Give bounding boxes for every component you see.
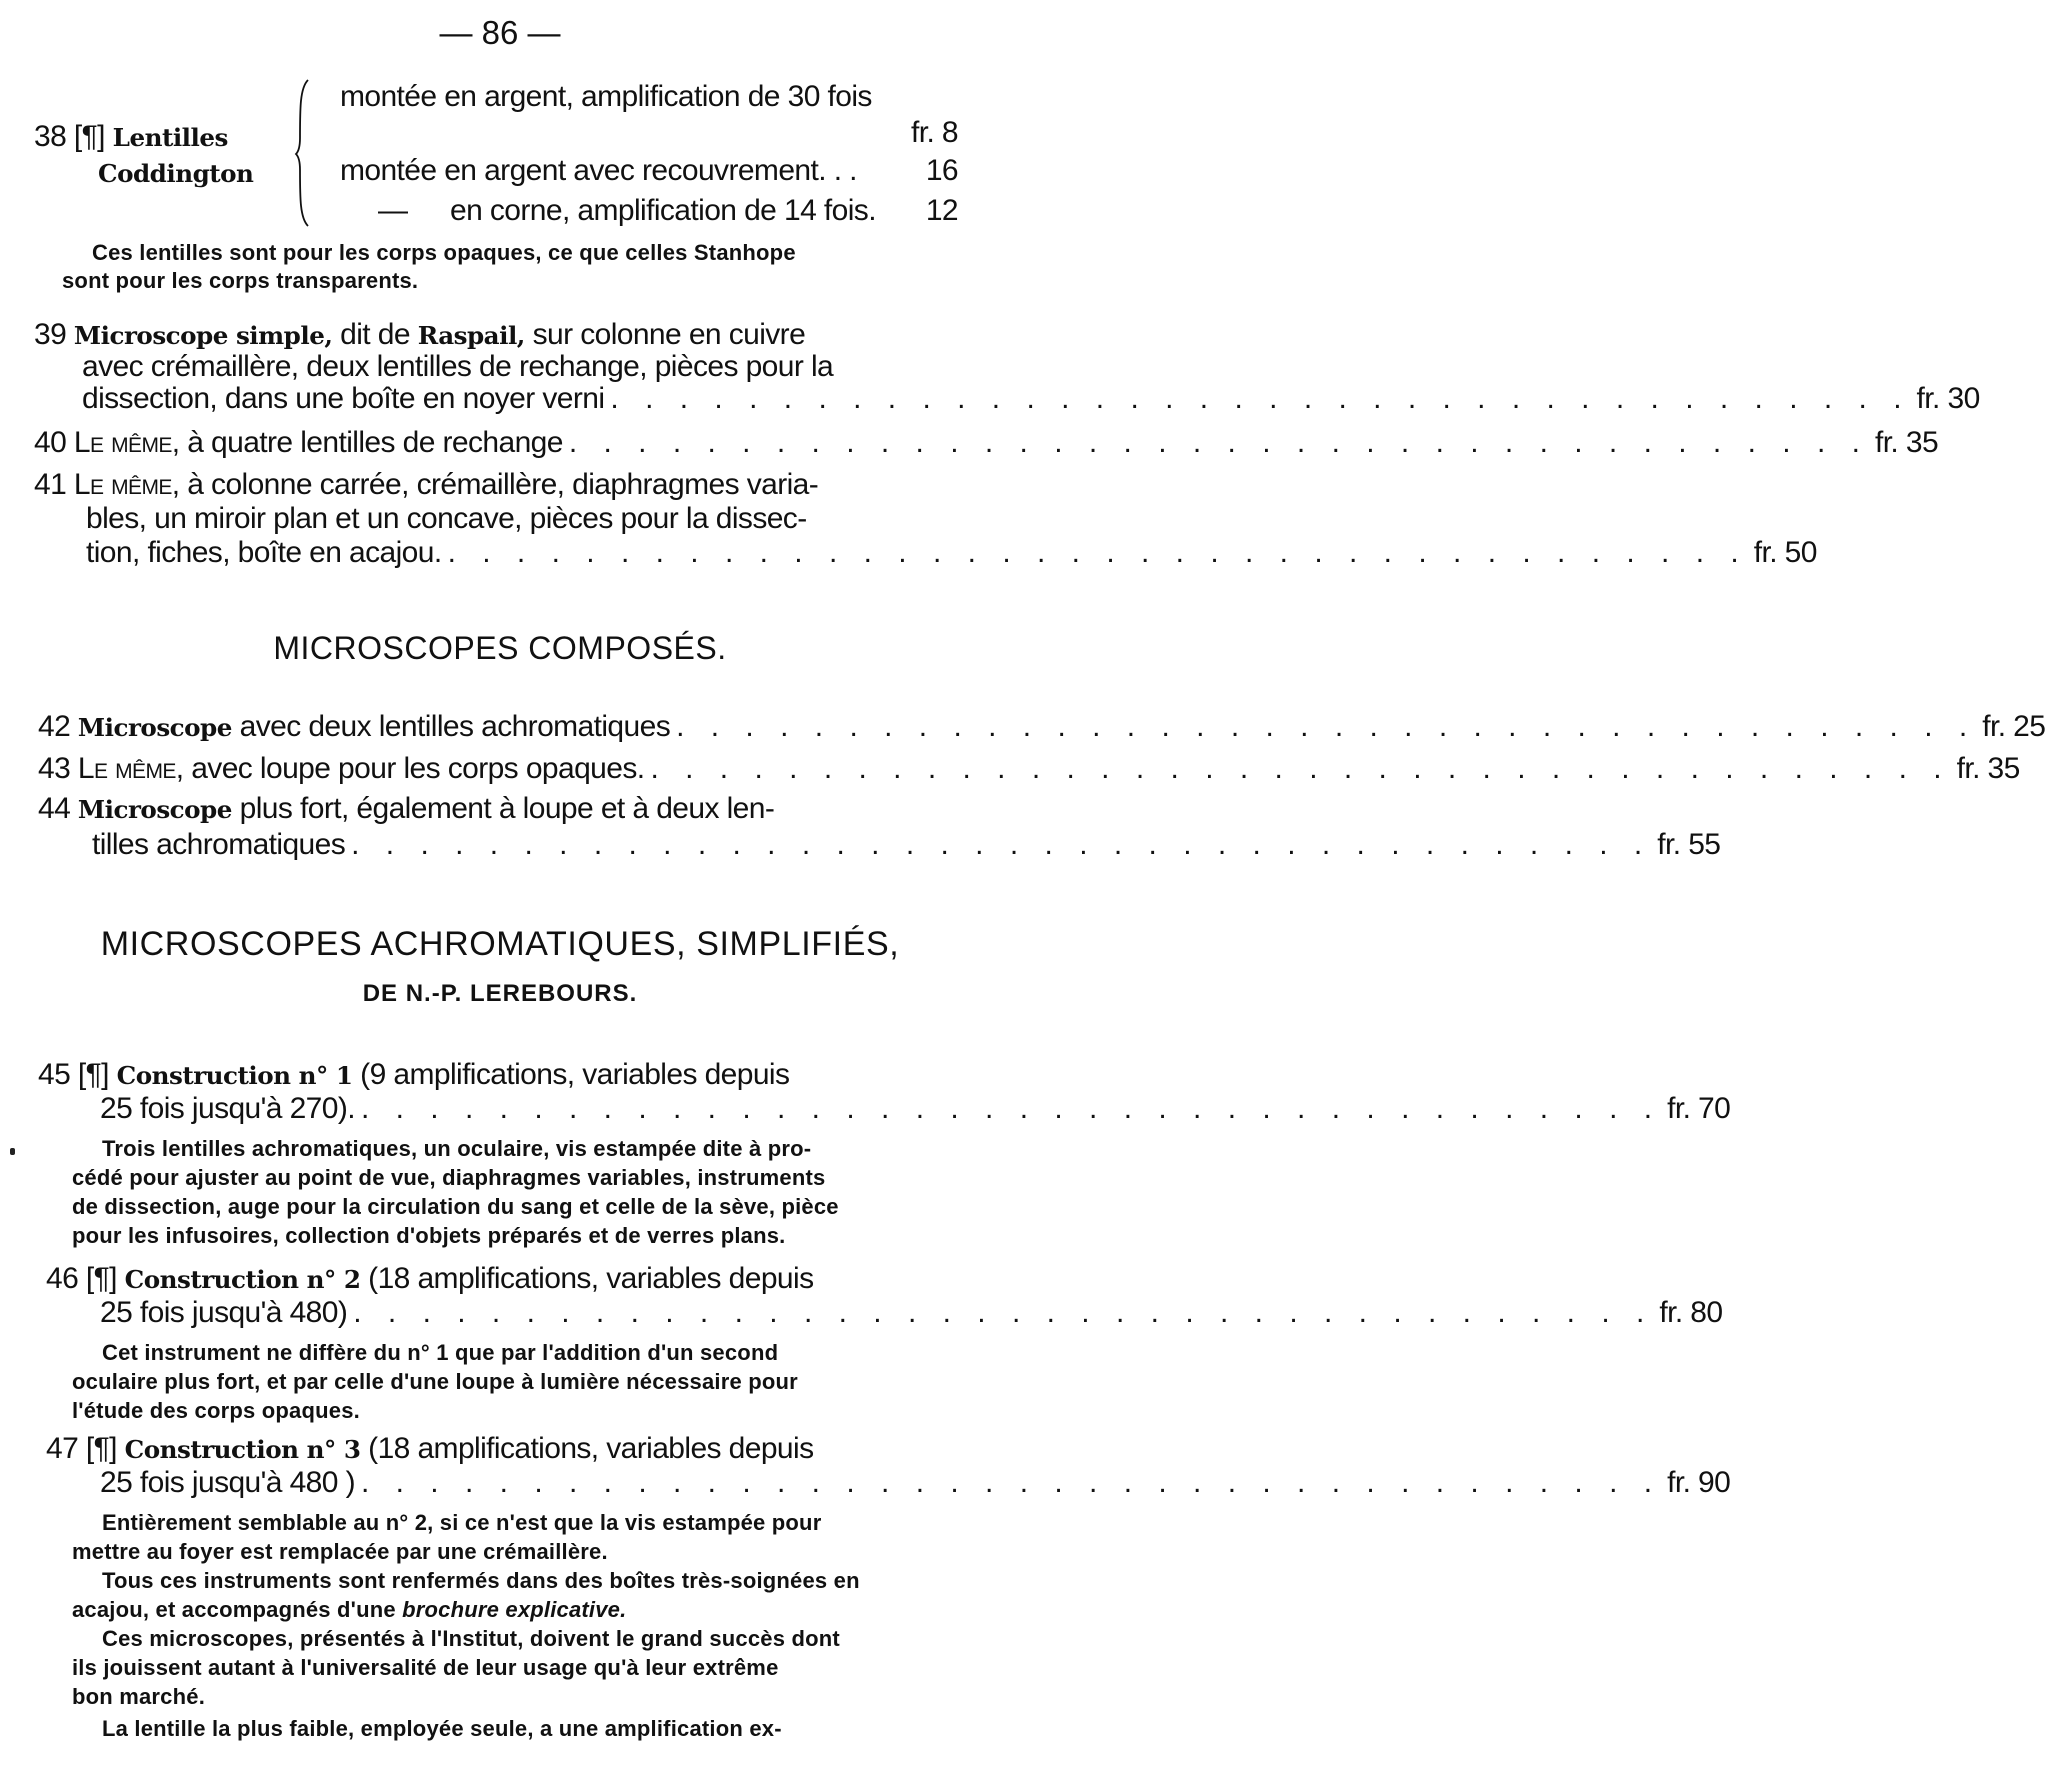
item-text: (18 amplifications, variables depuis: [360, 1262, 814, 1295]
pilcrow-mark: [¶]: [85, 1262, 117, 1295]
description-line: Entièrement semblable au n° 2, si ce n'est que la vis estampée pour: [102, 1510, 822, 1535]
description-line: pour les infusoires, collection d'objets préparés et de verres plans.: [72, 1223, 786, 1248]
item-price: fr. 30: [1916, 382, 1980, 415]
item-title: Lentilles: [112, 123, 228, 152]
leader-dots: . . . . . . . . . . . . . . . . . . . . . . . . . . . . . . . . . . . . . .: [447, 536, 1748, 569]
leader-dots: . . . . . . . . . . . . . . . . . . . . . . . . . . . . . . . . . . . . . .: [360, 1466, 1662, 1499]
option-line-3: en corne, amplification de 14 fois.: [450, 194, 876, 227]
description-line: de dissection, auge pour la circulation du sang et celle de la sève, pièce: [72, 1194, 839, 1219]
item-number: 46: [46, 1262, 79, 1295]
item-number: 42: [38, 710, 71, 743]
item-price: fr. 35: [1956, 752, 2020, 785]
option-3-dash: —: [378, 194, 408, 227]
closing-p3-line1: La lentille la plus faible, employée seule, a une amplification ex-: [102, 1716, 782, 1741]
item-title: Construction n° 3: [124, 1435, 361, 1464]
item-title: Microscope: [77, 795, 232, 824]
item-number: 38: [34, 120, 67, 153]
item-number: 43: [38, 752, 71, 785]
item-number: 47: [46, 1432, 79, 1465]
inventor-name: Raspail,: [417, 321, 525, 350]
item-title: Construction n° 2: [124, 1265, 361, 1294]
brochure-title: brochure explicative.: [402, 1597, 627, 1622]
pilcrow-mark: [¶]: [77, 1058, 109, 1091]
description-line: Trois lentilles achromatiques, un oculaire, vis estampée dite à pro-: [102, 1136, 812, 1161]
item-line-3: tion, fiches, boîte en acajou.: [86, 536, 442, 569]
description-line: cédé pour ajuster au point de vue, diaphragmes variables, instruments: [72, 1165, 826, 1190]
description-line: Cet instrument ne diffère du n° 1 que par l'addition d'un second: [102, 1340, 779, 1365]
closing-p2-line1: Ces microscopes, présentés à l'Institut, doivent le grand succès dont: [102, 1626, 840, 1651]
item-number: 45: [38, 1058, 71, 1091]
item-number: 40: [34, 426, 67, 459]
leader-dots: . . . . . . . . . . . . . . . . . . . . . . . . . . . . . . . . . . . . . .: [676, 710, 1977, 743]
leader-dots: . . . . . . . . . . . . . . . . . . . . . . . . . . . . . . . . . . . . . .: [351, 828, 1652, 861]
leader-dots: . . . . . . . . . . . . . . . . . . . . . . . . . . . . . . . . . . . . . .: [360, 1092, 1662, 1125]
item-text: à quatre lentilles de rechange: [179, 426, 563, 459]
item-price: fr. 55: [1657, 828, 1721, 861]
item-price: fr. 70: [1667, 1092, 1731, 1125]
option-2-price: 16: [925, 154, 958, 187]
item-title: Le même: [77, 752, 176, 785]
option-line-2: montée en argent avec recouvrement. . .: [340, 154, 857, 187]
item-number: 41: [34, 468, 67, 501]
item-text: plus fort, également à loupe et à deux len-: [231, 792, 775, 825]
item-title: Microscope simple,: [73, 321, 333, 350]
section-subheading-lerebours: DE N.-P. LEREBOURS.: [362, 980, 638, 1007]
item-price: fr. 90: [1667, 1466, 1731, 1499]
page-number: — 86 —: [439, 14, 561, 51]
description-line: l'étude des corps opaques.: [72, 1398, 360, 1423]
option-1-price: fr. 8: [910, 116, 958, 149]
item-text: (18 amplifications, variables depuis: [360, 1432, 814, 1465]
pilcrow-mark: [¶]: [73, 120, 105, 153]
item-title: Le même,: [73, 426, 180, 459]
item-price: fr. 80: [1659, 1296, 1723, 1329]
item-title: Construction n° 1: [116, 1061, 353, 1090]
item-title: Le même,: [73, 468, 180, 501]
leader-dots: . . . . . . . . . . . . . . . . . . . . . . . . . . . . . . . . . . . . . .: [610, 382, 1911, 415]
item-line-2: bles, un miroir plan et un concave, pièces pour la dissec-: [86, 502, 807, 535]
item-line-2: avec crémaillère, deux lentilles de rechange, pièces pour la: [82, 350, 834, 383]
item-price: fr. 50: [1753, 536, 1817, 569]
item-price: fr. 25: [1982, 710, 2045, 743]
leader-dots: . . . . . . . . . . . . . . . . . . . . . . . . . . . . . . . . . . . . . .: [568, 426, 1869, 459]
pilcrow-mark: [¶]: [85, 1432, 117, 1465]
option-line-1: montée en argent, amplification de 30 fois: [340, 80, 872, 113]
item-text: (9 amplifications, variables depuis: [352, 1058, 790, 1091]
item-line-2: 25 fois jusqu'à 480 ): [100, 1466, 355, 1499]
closing-p2-line3: bon marché.: [72, 1684, 206, 1709]
item-number: 44: [38, 792, 71, 825]
item-text: avec deux lentilles achromatiques: [231, 710, 671, 743]
leader-dots: . . . . . . . . . . . . . . . . . . . . . . . . . . . . . . . . . . . . . .: [650, 752, 1951, 785]
item-text: à colonne carrée, crémaillère, diaphragmes varia-: [179, 468, 819, 501]
note-line-1: Ces lentilles sont pour les corps opaques, ce que celles Stanhope: [92, 240, 796, 265]
description-line: mettre au foyer est remplacée par une crémaillère.: [72, 1539, 608, 1564]
leader-dots: . . . . . . . . . . . . . . . . . . . . . . . . . . . . . . . . . . . . . .: [353, 1296, 1654, 1329]
description-line: oculaire plus fort, et par celle d'une loupe à lumière nécessaire pour: [72, 1369, 798, 1394]
item-line-3: dissection, dans une boîte en noyer verni: [82, 382, 605, 415]
item-number: 39: [34, 318, 67, 351]
closing-p1-line1: Tous ces instruments sont renfermés dans des boîtes très-soignées en: [102, 1568, 860, 1593]
item-text: , avec loupe pour les corps opaques.: [175, 752, 645, 785]
note-line-2: sont pour les corps transparents.: [62, 268, 419, 293]
catalog-item-40: [34, 426, 1939, 460]
item-title-line2: Coddington: [98, 159, 254, 188]
item-text: dit de: [332, 318, 418, 351]
item-title: Microscope: [77, 713, 232, 742]
catalog-item-43: [38, 752, 2020, 786]
item-price: fr. 35: [1874, 426, 1939, 459]
section-heading-composes: MICROSCOPES COMPOSÉS.: [273, 630, 727, 666]
section-heading-achromatiques: MICROSCOPES ACHROMATIQUES, SIMPLIFIÉS,: [100, 925, 900, 963]
item-line-2: 25 fois jusqu'à 270).: [100, 1092, 355, 1125]
option-3-price: 12: [925, 194, 958, 227]
item-text: sur colonne en cuivre: [524, 318, 806, 351]
margin-speck: [10, 1148, 15, 1155]
closing-p2-line2: ils jouissent autant à l'universalité de leur usage qu'à leur extrême: [72, 1655, 779, 1680]
curly-brace-icon: [296, 78, 310, 228]
closing-p1-line2: acajou, et accompagnés d'une: [72, 1597, 403, 1622]
item-line-2: tilles achromatiques: [92, 828, 346, 861]
item-line-2: 25 fois jusqu'à 480): [100, 1296, 348, 1329]
catalog-item-42: [38, 710, 2045, 744]
